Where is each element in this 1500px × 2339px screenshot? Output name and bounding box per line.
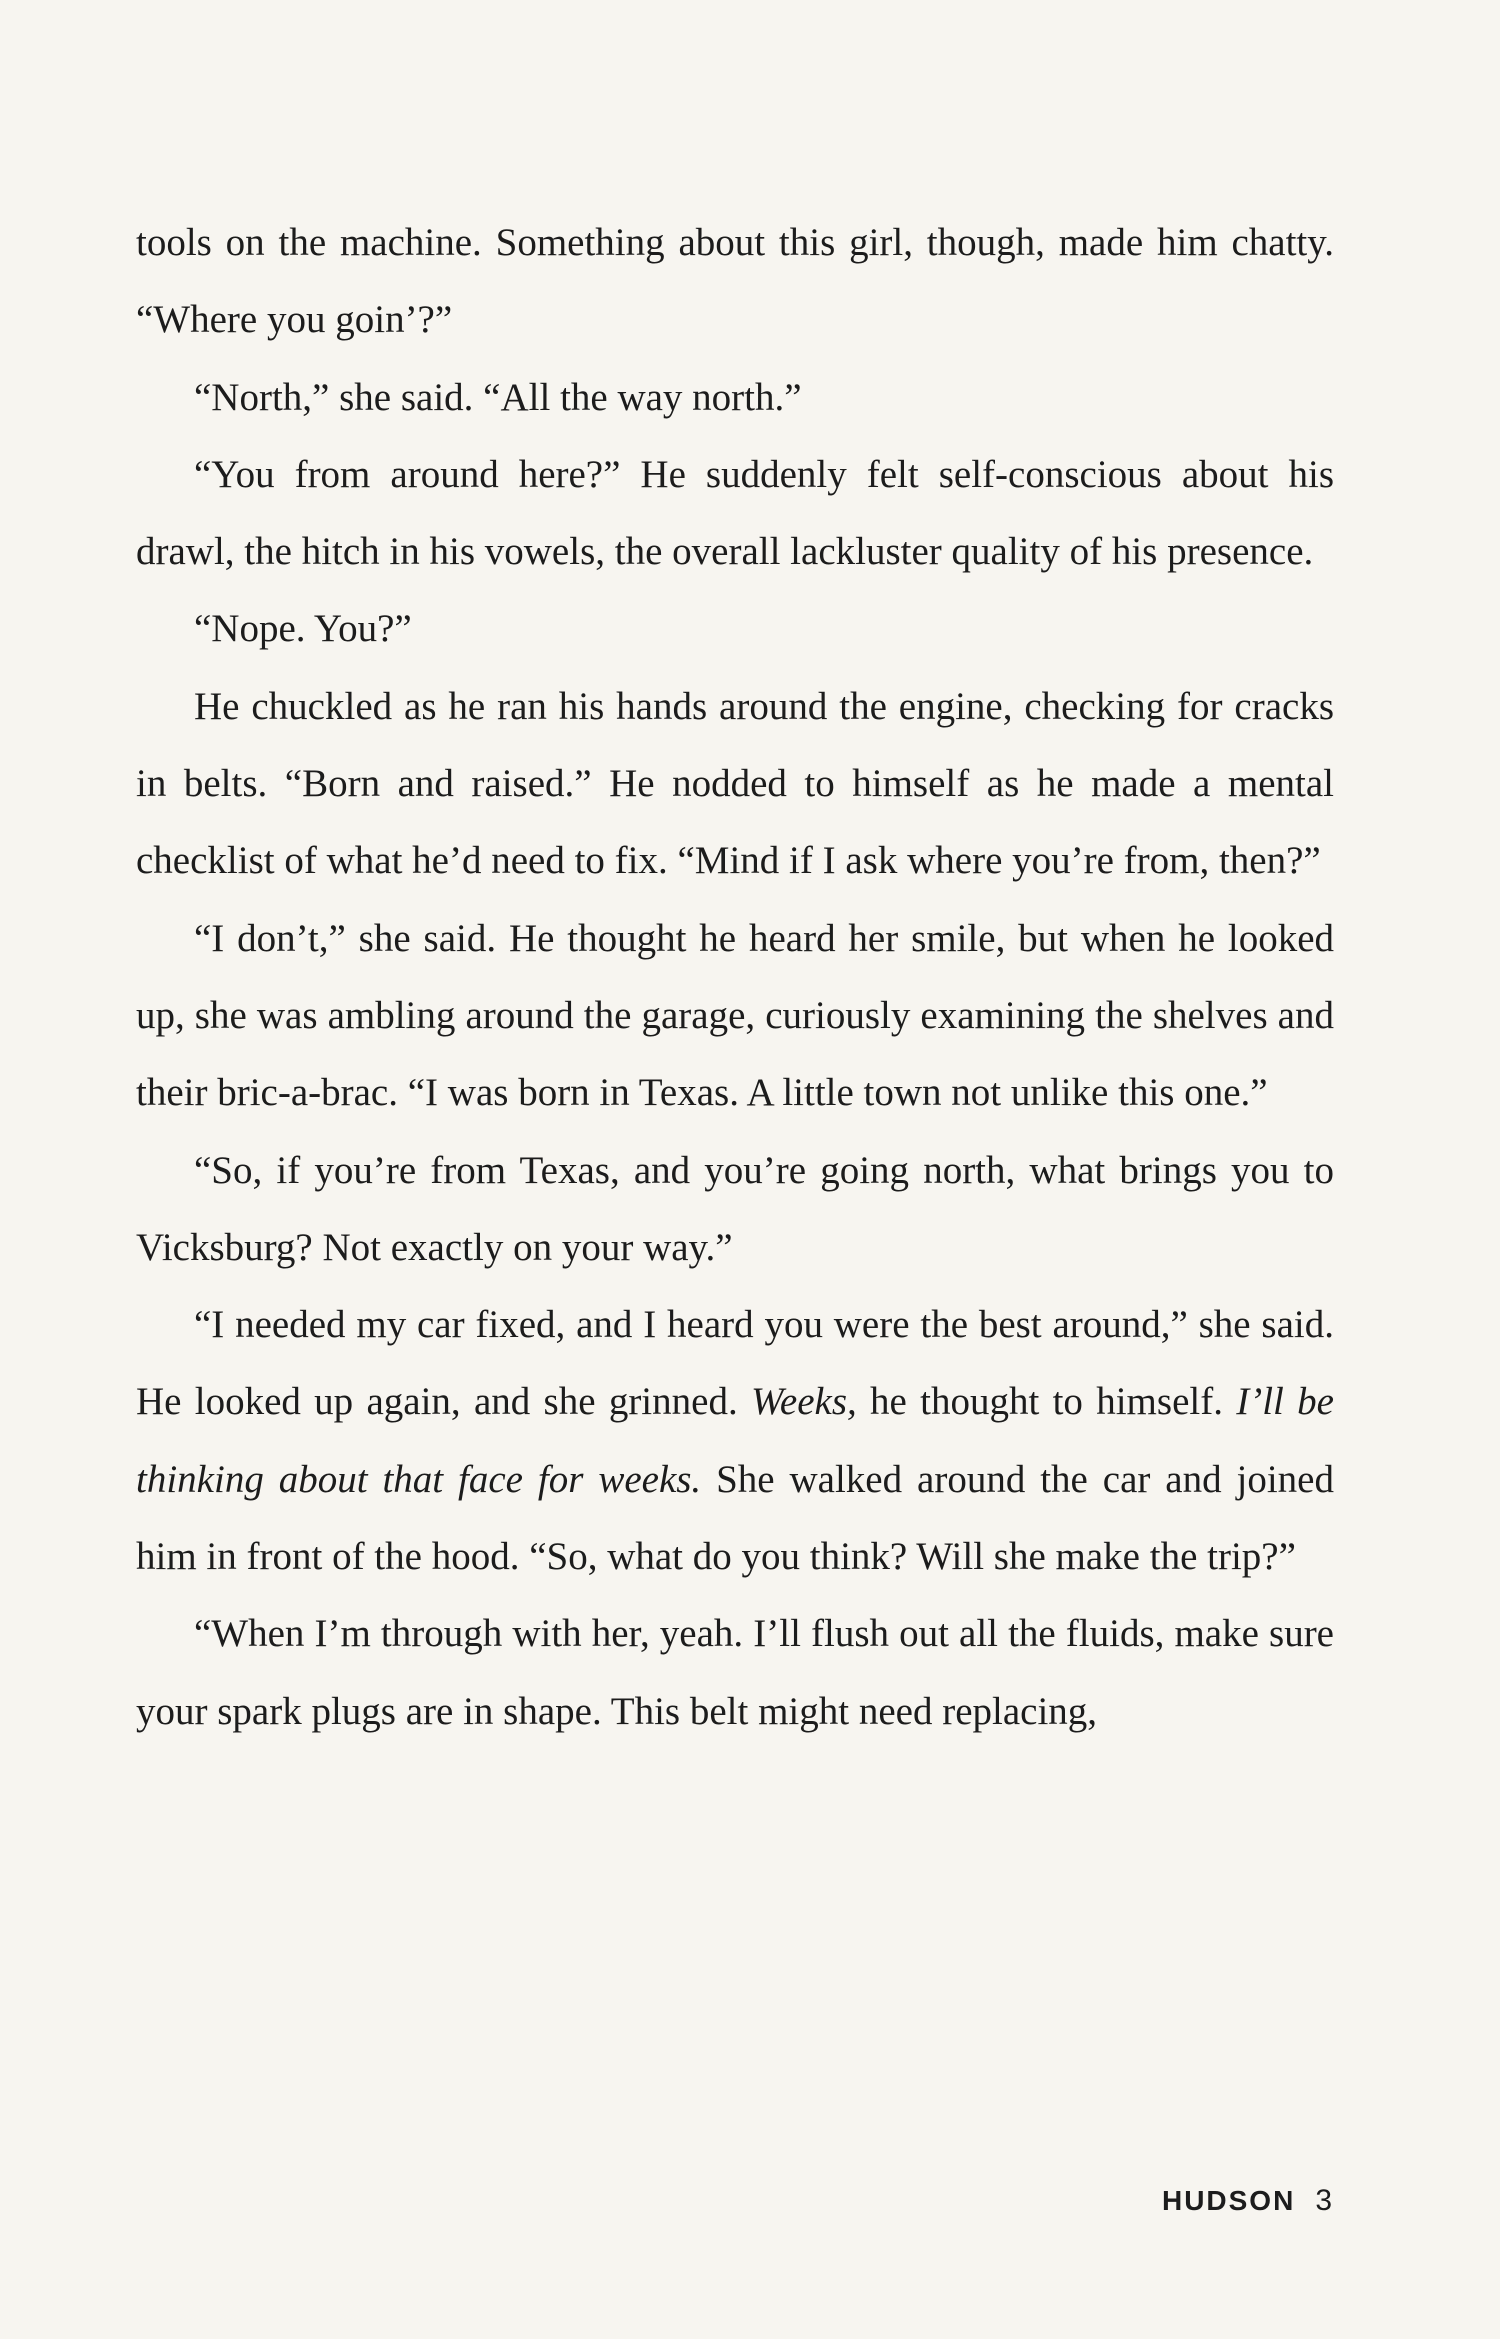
body-text	[136, 204, 1334, 1750]
paragraph	[136, 900, 1334, 1132]
paragraph	[136, 1132, 1334, 1287]
paragraph	[136, 590, 1334, 667]
paragraph	[136, 204, 1334, 359]
page-number: 3	[1315, 2184, 1332, 2217]
paragraph	[136, 436, 1334, 591]
text-run: “I don’t,” she said. He thought he heard her smile, but when he looked up, she was ambling around the garage, curiously examining the shelves and their bric-a-brac. “I was born in Texas. A little town not unlike this one.”	[136, 916, 1334, 1115]
paragraph	[136, 1595, 1334, 1750]
text-run: “Nope. You?”	[194, 607, 412, 651]
paragraph	[136, 668, 1334, 900]
running-head: HUDSON	[1161, 2185, 1296, 2216]
text-run: “I needed my car fixed, and I heard you were the best around,” she said. He looked up again, and she grinned.	[136, 1303, 1334, 1424]
paragraph	[136, 1286, 1334, 1595]
text-run: “You from around here?” He suddenly felt self-conscious about his drawl, the hitch in his vowels, the overall lackluster quality of his presence.	[136, 452, 1334, 574]
paragraph	[136, 359, 1334, 436]
page-footer	[1162, 2176, 1332, 2226]
text-run: He chuckled as he ran his hands around the engine, checking for cracks in belts. “Born and raised.” He nodded to himself as he made a mental checklist of what he’d need to fix. “Mind if I ask where you’re from, then?”	[136, 684, 1334, 883]
text-run: “So, if you’re from Texas, and you’re going north, what brings you to Vicksburg? Not exactly on your way.”	[136, 1148, 1334, 1269]
italic-text: I’ll be thinking about that face for weeks.	[136, 1380, 1334, 1501]
text-run: tools on the machine. Something about this girl, though, made him chatty. “Where you goin’?”	[136, 221, 1334, 342]
italic-text: Weeks,	[751, 1380, 857, 1424]
text-run: he thought to himself.	[856, 1380, 1237, 1424]
text-run: She walked around the car and joined him in front of the hood. “So, what do you think? Will she make the trip?”	[136, 1457, 1334, 1579]
text-run: “When I’m through with her, yeah. I’ll flush out all the fluids, make sure your spark plugs are in shape. This belt might need replacing,	[136, 1612, 1334, 1733]
text-run: “North,” she said. “All the way north.”	[194, 375, 802, 419]
